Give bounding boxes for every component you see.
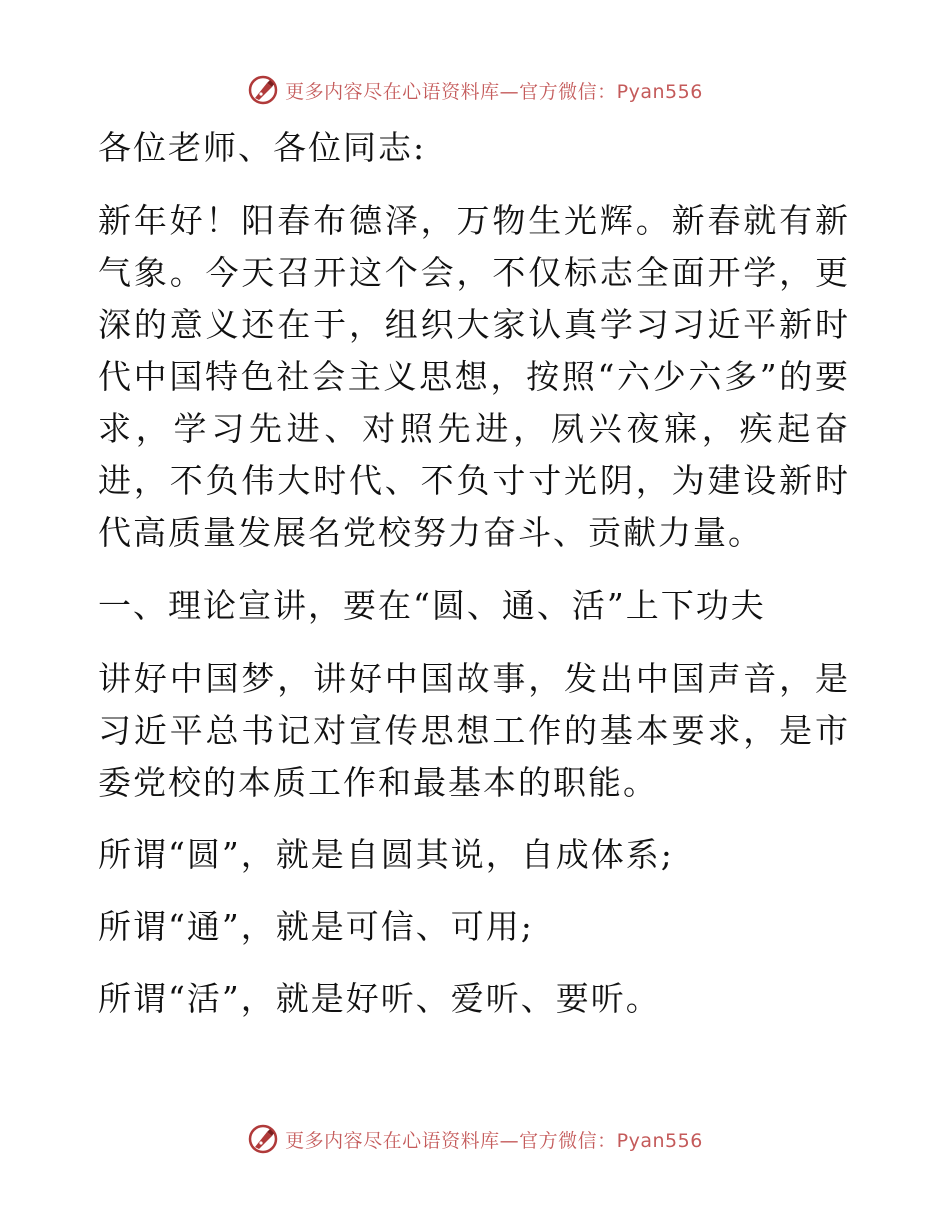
watermark-text: 更多内容尽在心语资料库—官方微信：Pyan556 bbox=[285, 80, 703, 103]
section-heading: 一、理论宣讲，要在“圆、通、活”上下功夫 bbox=[98, 586, 766, 625]
header-watermark bbox=[0, 70, 950, 110]
watermark-text: 更多内容尽在心语资料库—官方微信：Pyan556 bbox=[285, 1129, 703, 1152]
list-item: 所谓“通”，就是可信、可用; bbox=[98, 907, 534, 946]
list-item: 所谓“活”，就是好听、爱听、要听。 bbox=[98, 979, 661, 1018]
pen-nib-logo-icon bbox=[247, 74, 279, 106]
document-body bbox=[98, 122, 850, 1025]
section-paragraph: 讲好中国梦，讲好中国故事，发出中国声音，是习近平总书记对宣传思想工作的基本要求，是市委党校的本质工作和最基本的职能。 bbox=[98, 659, 850, 802]
footer-watermark bbox=[0, 1119, 950, 1159]
greeting: 各位老师、各位同志: bbox=[98, 128, 427, 167]
list-item: 所谓“圆”，就是自圆其说，自成体系; bbox=[98, 835, 674, 874]
pen-nib-logo-icon bbox=[247, 1123, 279, 1155]
intro-paragraph: 新年好！阳春布德泽，万物生光辉。新春就有新气象。今天召开这个会，不仅标志全面开学，更深的意义还在于，组织大家认真学习习近平新时代中国特色社会主义思想，按照“六少六多”的要求，学习先进、对照先进，夙兴夜寐，疾起奋进，不负伟大时代、不负寸寸光阴，为建设新时代高质量发展名党校努力奋斗、贡献力量。 bbox=[98, 201, 850, 552]
